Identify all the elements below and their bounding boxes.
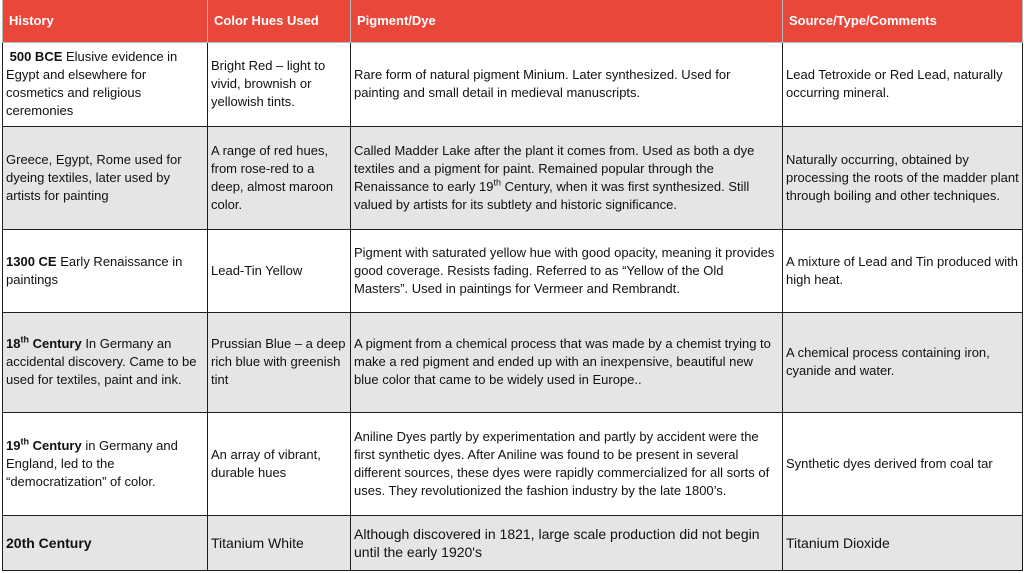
hues-cell: Bright Red – light to vivid, brownish or yellowish tints.	[208, 42, 351, 126]
history-text: in Germany and England, led to the “democratization” of color.	[6, 437, 178, 489]
hues-cell: Lead-Tin Yellow	[208, 229, 351, 312]
era-suffix: Century	[28, 336, 82, 351]
header-pigment-dye: Pigment/Dye	[351, 0, 783, 42]
history-era	[6, 438, 82, 453]
history-text: Elusive evidence in Egypt and elsewhere for cosmetics and religious ceremonies	[6, 49, 178, 118]
pigment-text: Called Madder Lake after the plant it comes from. Used as both a dye textiles and a pigment for paint. Remained popular through the Renaissance to early 19	[354, 142, 755, 194]
header-color-hues: Color Hues Used	[208, 0, 351, 42]
table-header-row	[3, 0, 1023, 42]
era-superscript: th	[20, 334, 29, 345]
source-cell: Lead Tetroxide or Red Lead, naturally occurring mineral.	[783, 42, 1023, 126]
history-text: In Germany an accidental discovery. Came to be used for textiles, paint and ink.	[6, 336, 197, 387]
table-row	[3, 515, 1023, 570]
hues-cell: Prussian Blue – a deep rich blue with greenish tint	[208, 312, 351, 412]
source-cell: Synthetic dyes derived from coal tar	[783, 412, 1023, 515]
hues-cell: Titanium White	[208, 515, 351, 570]
header-source-comments: Source/Type/Comments	[783, 0, 1023, 42]
hues-cell: An array of vibrant, durable hues	[208, 412, 351, 515]
source-cell: Titanium Dioxide	[783, 515, 1023, 570]
pigment-cell: Although discovered in 1821, large scale production did not begin until the early 1920's	[351, 515, 783, 570]
history-cell: Greece, Egypt, Rome used for dyeing textiles, later used by artists for painting	[3, 126, 208, 229]
source-cell: A mixture of Lead and Tin produced with high heat.	[783, 229, 1023, 312]
pigment-superscript: th	[493, 177, 501, 188]
pigment-cell	[351, 126, 783, 229]
history-era: 500 BCE	[9, 49, 63, 64]
history-cell	[3, 229, 208, 312]
table-row	[3, 42, 1023, 126]
history-text: Early Renaissance in paintings	[6, 253, 183, 287]
table-row	[3, 412, 1023, 515]
table-row	[3, 229, 1023, 312]
table-row	[3, 312, 1023, 412]
era-number: 18	[6, 336, 21, 351]
history-era	[6, 336, 82, 351]
pigment-cell: Aniline Dyes partly by experimentation and partly by accident were the first synthetic dyes. After Aniline was found to be present in several different sources, these dyes were rapidly commercialized for all sorts of uses. They revolutionized the fashion industry by the late 1800’s.	[351, 412, 783, 515]
pigment-cell: A pigment from a chemical process that was made by a chemist trying to make a red pigment and ended up with an inexpensive, beautiful new blue color that came to be widely used in Europe..	[351, 312, 783, 412]
era-number: 19	[6, 437, 21, 453]
pigment-cell: Pigment with saturated yellow hue with good opacity, meaning it provides good coverage. Resists fading. Referred to as “Yellow of the Old Masters”. Used in paintings for Vermeer and Rembrandt.	[351, 229, 783, 312]
history-cell	[3, 42, 208, 126]
header-history: History	[3, 0, 208, 42]
pigment-cell: Rare form of natural pigment Minium. Later synthesized. Used for painting and small detail in medieval manuscripts.	[351, 42, 783, 126]
era-superscript: th	[20, 436, 29, 447]
pigment-history-table	[2, 0, 1023, 571]
source-cell: A chemical process containing iron, cyanide and water.	[783, 312, 1023, 412]
history-cell	[3, 412, 208, 515]
history-cell	[3, 312, 208, 412]
source-cell: Naturally occurring, obtained by processing the roots of the madder plant through boiling and other techniques.	[783, 126, 1023, 229]
pigment-text-cont: Century, when it was first synthesized. Still valued by artists for its subtlety and historic significance.	[354, 178, 750, 212]
hues-cell: A range of red hues, from rose-red to a deep, almost maroon color.	[208, 126, 351, 229]
table-row	[3, 126, 1023, 229]
history-era: 1300 CE	[6, 253, 57, 269]
history-cell: 20th Century	[3, 515, 208, 570]
era-suffix: Century	[28, 437, 82, 453]
